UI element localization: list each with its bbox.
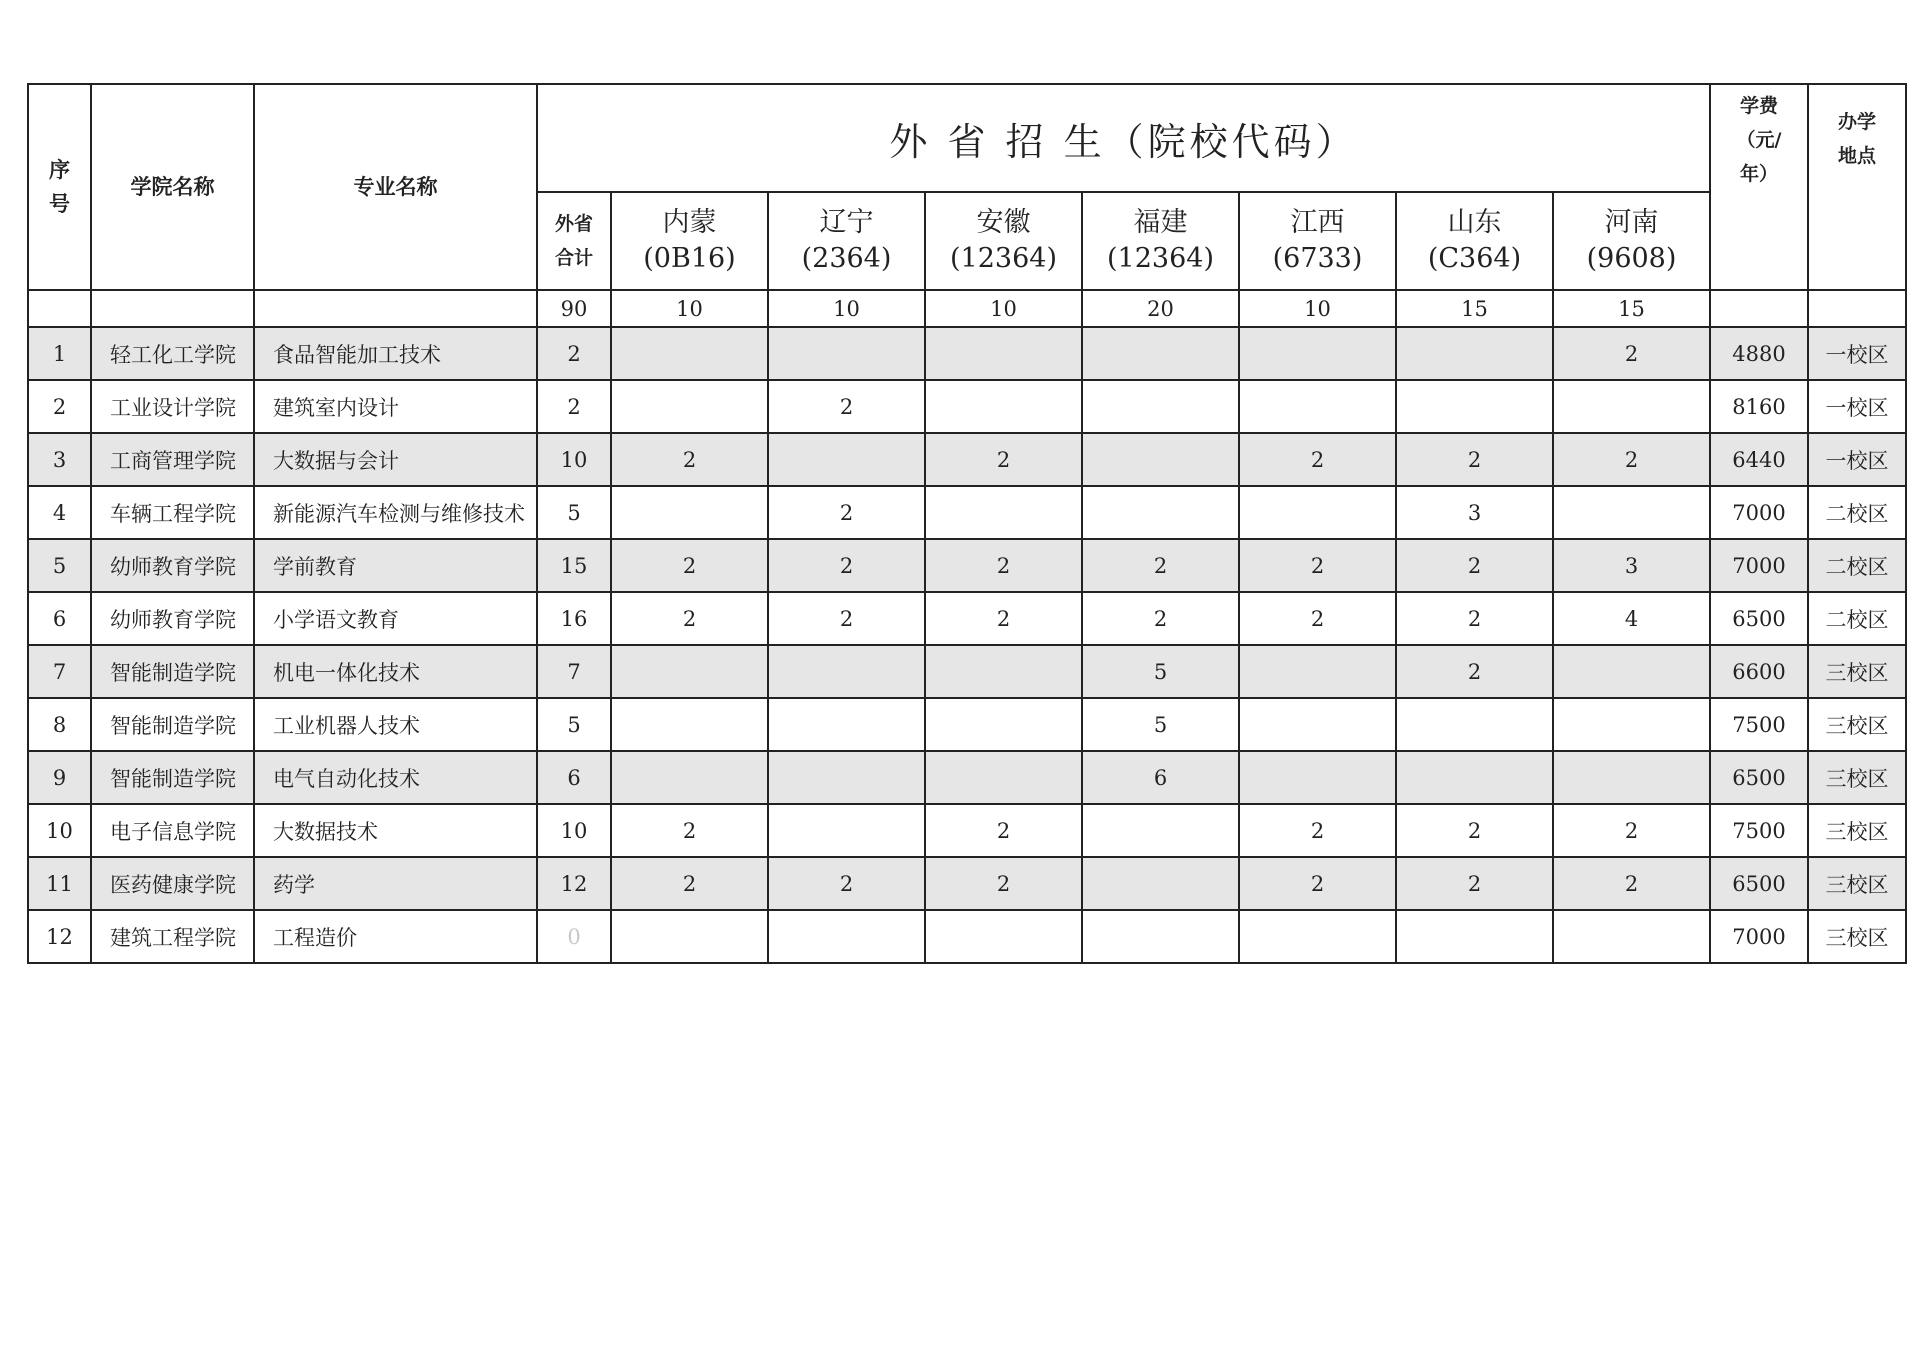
header-college: 学院名称 — [91, 84, 254, 290]
row-province-quota: 2 — [1239, 592, 1396, 645]
row-province-quota: 2 — [611, 857, 768, 910]
row-fee: 6440 — [1710, 433, 1808, 486]
row-major: 小学语文教育 — [254, 592, 537, 645]
row-college: 工商管理学院 — [91, 433, 254, 486]
table-row — [28, 857, 1906, 910]
row-province-quota — [1082, 857, 1239, 910]
row-fee: 7000 — [1710, 910, 1808, 963]
row-province-quota — [1239, 751, 1396, 804]
table-row — [28, 433, 1906, 486]
province-code: (C364) — [1427, 243, 1522, 274]
row-province-quota: 2 — [1396, 539, 1553, 592]
row-seq: 5 — [28, 539, 91, 592]
row-province-quota — [1082, 910, 1239, 963]
row-total: 10 — [537, 804, 611, 857]
row-major: 学前教育 — [254, 539, 537, 592]
row-province-quota: 2 — [1396, 804, 1553, 857]
row-fee: 6500 — [1710, 592, 1808, 645]
row-college: 智能制造学院 — [91, 751, 254, 804]
header-location: 办学 地点 — [1808, 84, 1906, 290]
row-province-quota — [1082, 380, 1239, 433]
row-seq: 9 — [28, 751, 91, 804]
row-major: 电气自动化技术 — [254, 751, 537, 804]
row-province-quota — [925, 327, 1082, 380]
row-province-quota — [768, 751, 925, 804]
row-province-quota — [611, 327, 768, 380]
row-seq: 12 — [28, 910, 91, 963]
row-province-quota: 2 — [1239, 433, 1396, 486]
row-province-quota: 2 — [925, 539, 1082, 592]
row-province-quota: 2 — [1239, 804, 1396, 857]
row-province-quota — [611, 486, 768, 539]
row-province-quota: 2 — [768, 486, 925, 539]
row-province-quota — [768, 910, 925, 963]
row-college: 幼师教育学院 — [91, 592, 254, 645]
row-fee: 6600 — [1710, 645, 1808, 698]
row-province-quota — [768, 804, 925, 857]
row-campus: 三校区 — [1808, 804, 1906, 857]
row-province-quota: 2 — [768, 380, 925, 433]
row-province-quota: 3 — [1553, 539, 1710, 592]
row-province-quota: 2 — [1396, 857, 1553, 910]
header-province — [1396, 192, 1553, 290]
row-province-quota — [1396, 698, 1553, 751]
row-province-quota — [1239, 698, 1396, 751]
row-total: 15 — [537, 539, 611, 592]
header-province — [768, 192, 925, 290]
row-college: 智能制造学院 — [91, 698, 254, 751]
totals-blank — [254, 290, 537, 327]
row-major: 大数据技术 — [254, 804, 537, 857]
row-major: 新能源汽车检测与维修技术 — [254, 486, 537, 539]
row-total: 2 — [537, 380, 611, 433]
table-row — [28, 380, 1906, 433]
row-campus: 二校区 — [1808, 539, 1906, 592]
row-province-quota — [611, 698, 768, 751]
row-province-quota — [1082, 327, 1239, 380]
row-college: 车辆工程学院 — [91, 486, 254, 539]
row-total: 16 — [537, 592, 611, 645]
province-total: 10 — [768, 290, 925, 327]
row-college: 电子信息学院 — [91, 804, 254, 857]
row-college: 轻工化工学院 — [91, 327, 254, 380]
row-major: 建筑室内设计 — [254, 380, 537, 433]
row-province-quota: 2 — [768, 592, 925, 645]
row-campus: 一校区 — [1808, 380, 1906, 433]
row-province-quota — [1553, 698, 1710, 751]
province-code: (6733) — [1272, 243, 1363, 274]
row-seq: 4 — [28, 486, 91, 539]
row-fee: 7000 — [1710, 486, 1808, 539]
row-college: 幼师教育学院 — [91, 539, 254, 592]
header-province — [1553, 192, 1710, 290]
row-province-quota — [925, 910, 1082, 963]
table-row — [28, 645, 1906, 698]
province-code: (12364) — [1107, 243, 1214, 274]
header-province — [611, 192, 768, 290]
row-college: 医药健康学院 — [91, 857, 254, 910]
province-code: (0B16) — [643, 243, 736, 274]
province-name: 内蒙 — [662, 207, 717, 238]
row-campus: 三校区 — [1808, 857, 1906, 910]
row-province-quota — [1553, 751, 1710, 804]
row-province-quota: 6 — [1082, 751, 1239, 804]
row-province-quota — [611, 751, 768, 804]
row-province-quota — [1396, 327, 1553, 380]
row-major: 药学 — [254, 857, 537, 910]
row-province-quota: 2 — [1396, 645, 1553, 698]
province-name: 江西 — [1290, 207, 1345, 238]
row-province-quota: 2 — [1396, 433, 1553, 486]
row-fee: 4880 — [1710, 327, 1808, 380]
header-seq: 序 号 — [28, 84, 91, 290]
row-major: 食品智能加工技术 — [254, 327, 537, 380]
row-province-quota — [1553, 380, 1710, 433]
row-province-quota: 2 — [1239, 857, 1396, 910]
province-code: (12364) — [950, 243, 1057, 274]
province-total: 20 — [1082, 290, 1239, 327]
totals-blank — [91, 290, 254, 327]
row-province-quota — [925, 751, 1082, 804]
row-total: 12 — [537, 857, 611, 910]
row-province-quota: 2 — [925, 433, 1082, 486]
province-total: 15 — [1396, 290, 1553, 327]
row-province-quota — [1239, 327, 1396, 380]
table-row — [28, 592, 1906, 645]
row-seq: 10 — [28, 804, 91, 857]
table-row — [28, 539, 1906, 592]
header-tuition: 学费 （元/ 年） — [1710, 84, 1808, 290]
row-province-quota — [768, 698, 925, 751]
row-province-quota — [1082, 486, 1239, 539]
row-province-quota — [1553, 910, 1710, 963]
row-province-quota: 2 — [1553, 433, 1710, 486]
row-province-quota: 2 — [1553, 327, 1710, 380]
row-province-quota — [1396, 751, 1553, 804]
row-fee: 8160 — [1710, 380, 1808, 433]
province-code: (2364) — [801, 243, 892, 274]
row-province-quota — [768, 433, 925, 486]
row-province-quota — [925, 380, 1082, 433]
province-total: 10 — [611, 290, 768, 327]
row-province-quota — [925, 645, 1082, 698]
row-seq: 8 — [28, 698, 91, 751]
row-province-quota — [1553, 645, 1710, 698]
table-row — [28, 910, 1906, 963]
row-seq: 7 — [28, 645, 91, 698]
row-province-quota — [768, 645, 925, 698]
row-province-quota — [1553, 486, 1710, 539]
row-college: 建筑工程学院 — [91, 910, 254, 963]
table-row — [28, 327, 1906, 380]
row-province-quota: 2 — [611, 804, 768, 857]
table-title: 外 省 招 生（院校代码） — [537, 84, 1710, 192]
row-college: 工业设计学院 — [91, 380, 254, 433]
row-major: 工业机器人技术 — [254, 698, 537, 751]
row-fee: 6500 — [1710, 751, 1808, 804]
province-code: (9608) — [1586, 243, 1677, 274]
province-name: 山东 — [1447, 207, 1502, 238]
table-row — [28, 804, 1906, 857]
row-province-quota — [1082, 804, 1239, 857]
table-row — [28, 698, 1906, 751]
row-college: 智能制造学院 — [91, 645, 254, 698]
row-province-quota — [1239, 910, 1396, 963]
province-name: 辽宁 — [819, 207, 874, 238]
row-total: 5 — [537, 698, 611, 751]
row-total: 0 — [537, 910, 611, 963]
province-total: 10 — [1239, 290, 1396, 327]
header-major: 专业名称 — [254, 84, 537, 290]
row-fee: 7500 — [1710, 804, 1808, 857]
row-province-quota: 2 — [1553, 857, 1710, 910]
province-name: 安徽 — [976, 207, 1031, 238]
row-province-quota — [1239, 486, 1396, 539]
row-province-quota: 2 — [1553, 804, 1710, 857]
row-province-quota — [1396, 910, 1553, 963]
province-name: 福建 — [1133, 207, 1188, 238]
row-province-quota: 3 — [1396, 486, 1553, 539]
row-campus: 一校区 — [1808, 327, 1906, 380]
row-seq: 11 — [28, 857, 91, 910]
header-province — [1239, 192, 1396, 290]
row-total: 6 — [537, 751, 611, 804]
enrollment-table — [27, 83, 1907, 964]
row-province-quota: 2 — [925, 804, 1082, 857]
table-row — [28, 486, 1906, 539]
row-province-quota: 2 — [611, 592, 768, 645]
province-name: 河南 — [1604, 207, 1659, 238]
row-campus: 三校区 — [1808, 751, 1906, 804]
row-province-quota — [1396, 380, 1553, 433]
row-province-quota: 4 — [1553, 592, 1710, 645]
row-campus: 三校区 — [1808, 698, 1906, 751]
row-seq: 6 — [28, 592, 91, 645]
row-major: 工程造价 — [254, 910, 537, 963]
row-province-quota — [611, 380, 768, 433]
row-total: 7 — [537, 645, 611, 698]
row-province-quota — [768, 327, 925, 380]
row-major: 大数据与会计 — [254, 433, 537, 486]
row-province-quota — [925, 698, 1082, 751]
row-province-quota: 2 — [1082, 592, 1239, 645]
row-province-quota: 2 — [925, 857, 1082, 910]
row-province-quota: 2 — [1239, 539, 1396, 592]
row-campus: 三校区 — [1808, 645, 1906, 698]
row-campus: 一校区 — [1808, 433, 1906, 486]
row-province-quota — [1239, 380, 1396, 433]
row-province-quota: 2 — [768, 857, 925, 910]
row-campus: 二校区 — [1808, 486, 1906, 539]
row-total: 5 — [537, 486, 611, 539]
row-province-quota — [1239, 645, 1396, 698]
table-row — [28, 751, 1906, 804]
row-province-quota — [925, 486, 1082, 539]
row-province-quota: 2 — [611, 539, 768, 592]
row-province-quota: 2 — [1396, 592, 1553, 645]
row-fee: 7000 — [1710, 539, 1808, 592]
row-province-quota: 2 — [925, 592, 1082, 645]
row-major: 机电一体化技术 — [254, 645, 537, 698]
row-province-quota: 2 — [611, 433, 768, 486]
province-total: 15 — [1553, 290, 1710, 327]
header-total: 外省 合计 — [537, 192, 611, 290]
grand-total: 90 — [537, 290, 611, 327]
row-province-quota: 2 — [1082, 539, 1239, 592]
row-province-quota: 5 — [1082, 645, 1239, 698]
totals-blank — [28, 290, 91, 327]
row-campus: 二校区 — [1808, 592, 1906, 645]
province-total: 10 — [925, 290, 1082, 327]
header-province — [1082, 192, 1239, 290]
row-fee: 6500 — [1710, 857, 1808, 910]
row-province-quota — [611, 910, 768, 963]
row-campus: 三校区 — [1808, 910, 1906, 963]
totals-campus-blank — [1808, 290, 1906, 327]
row-province-quota — [1082, 433, 1239, 486]
row-province-quota: 2 — [768, 539, 925, 592]
row-province-quota — [611, 645, 768, 698]
row-province-quota: 5 — [1082, 698, 1239, 751]
row-fee: 7500 — [1710, 698, 1808, 751]
row-seq: 3 — [28, 433, 91, 486]
row-total: 10 — [537, 433, 611, 486]
row-seq: 1 — [28, 327, 91, 380]
totals-fee-blank — [1710, 290, 1808, 327]
row-total: 2 — [537, 327, 611, 380]
header-province — [925, 192, 1082, 290]
row-seq: 2 — [28, 380, 91, 433]
